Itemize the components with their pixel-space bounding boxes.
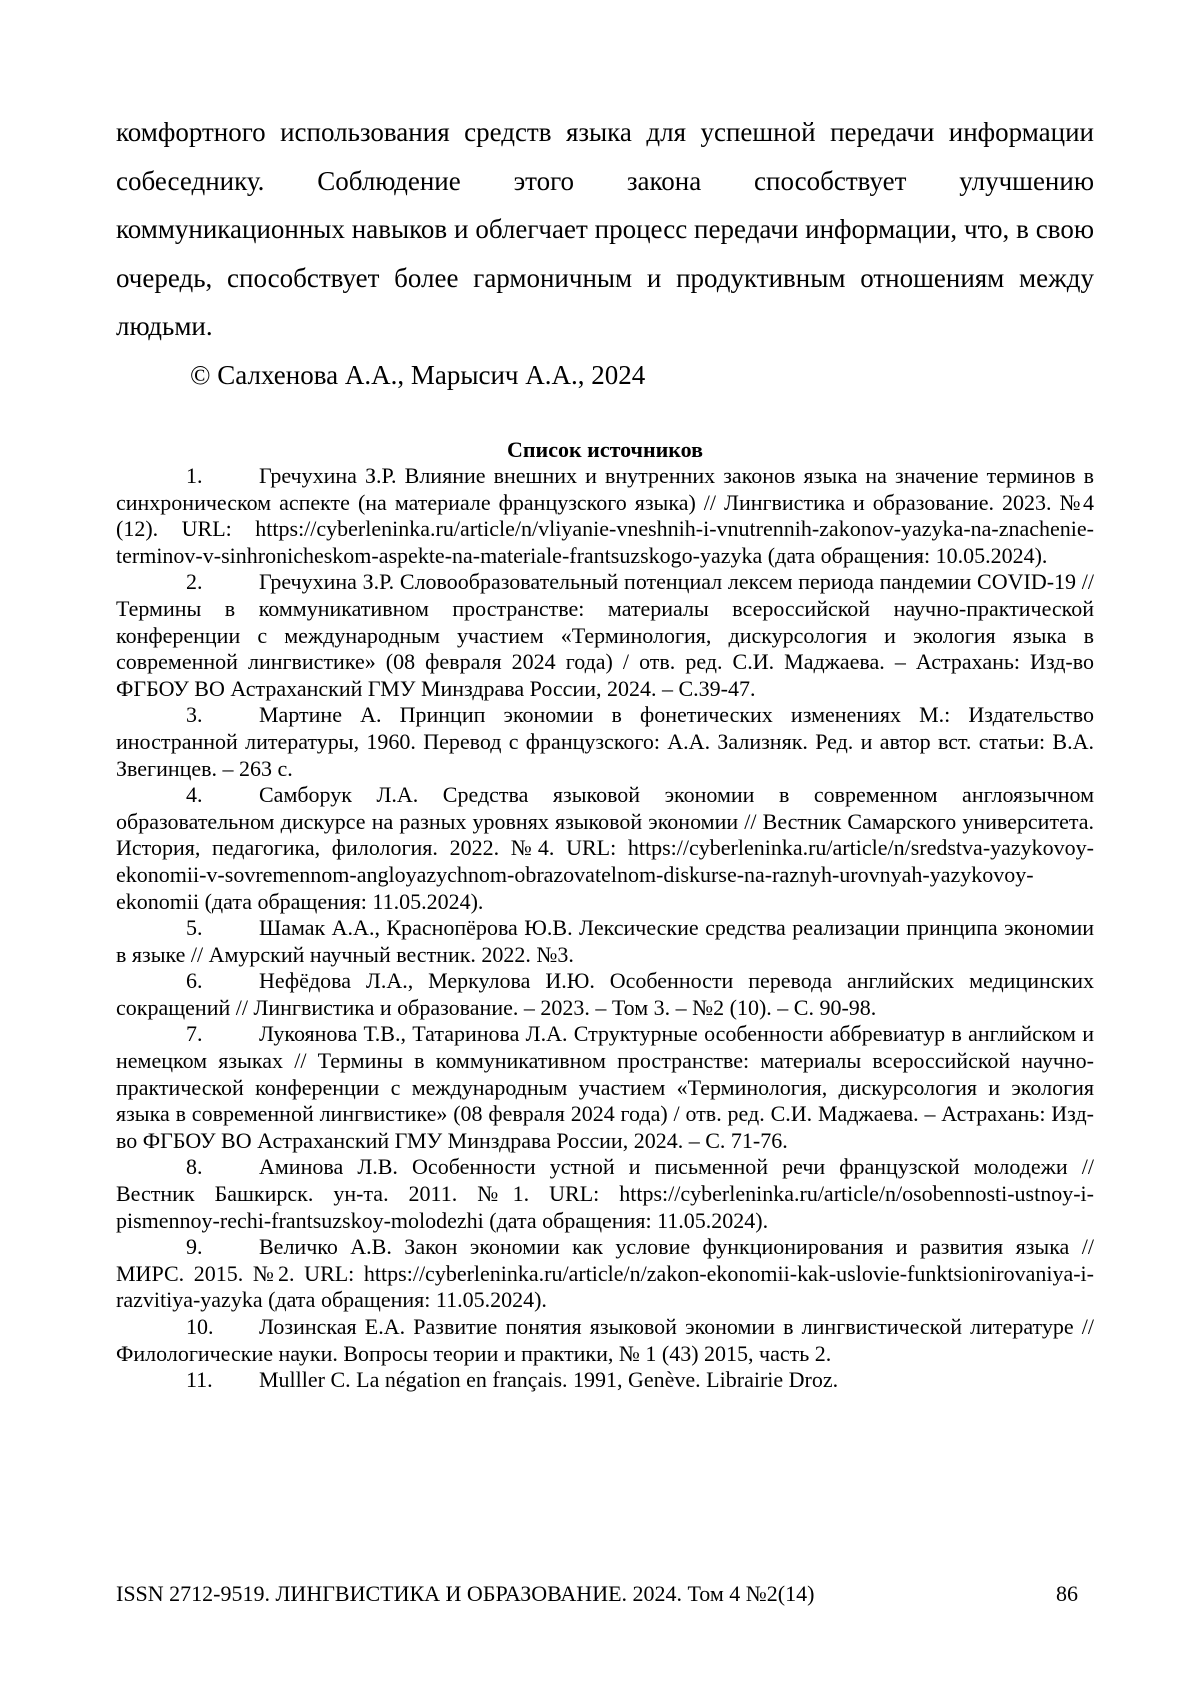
reference-item (116, 1021, 1094, 1154)
reference-number: 2. (186, 569, 203, 595)
reference-item (116, 915, 1094, 968)
reference-number: 3. (186, 702, 203, 728)
reference-number: 6. (186, 968, 203, 994)
references-title: Список источников (506, 437, 704, 462)
reference-number: 4. (186, 782, 203, 808)
reference-text: Шамак А.А., Краснопёрова Ю.В. Лексические средства реализации принципа экономии в языке // Амурский научный вестник. 2022. №3. (116, 915, 1094, 967)
reference-item (116, 569, 1094, 702)
reference-number: 1. (186, 463, 203, 488)
references-list (116, 463, 1094, 1394)
reference-text: Гречухина З.Р. Влияние внешних и внутренних законов языка на значение терминов в синхроническом аспекте (на материале французского языка) // Лингвистика и образование. 2023. №4 (12). URL: https://cyberleninka.ru/article/n/vliyanie-vneshnih-i-vnutrennih-zakonov-yazyka-na-znachenie-terminov-v-sinhronicheskom-aspekte-na-materiale-frantsuzskogo-yazyka (дата обращения: 10.05.2024). (116, 463, 1094, 568)
reference-number: 11. (186, 1367, 213, 1393)
reference-number: 5. (186, 915, 203, 941)
reference-number: 9. (186, 1234, 203, 1260)
reference-item (116, 1367, 1094, 1394)
reference-text: Mulller C. La négation en français. 1991, Genève. Librairie Droz. (259, 1367, 839, 1393)
reference-item (116, 1234, 1094, 1314)
body-paragraph: комфортного использования средств языка для успешной передачи информации собеседнику. Соблюдение этого закона способствует улучшению коммуникационных навыков и облегчает процесс передачи информации, что, в свою очередь, способствует более гармоничным и продуктивным отношениям между людьми. (116, 117, 1094, 341)
reference-text: Мартине А. Принцип экономии в фонетических изменениях М.: Издательство иностранной литературы, 1960. Перевод с французского: А.А. Зализняк. Ред. и автор вст. статьи: В.А. Звегинцев. – 263 с. (116, 702, 1094, 781)
reference-item (116, 782, 1094, 915)
reference-item (116, 968, 1094, 1021)
reference-item (116, 1314, 1094, 1367)
reference-text: Самборук Л.А. Средства языковой экономии в современном англоязычном образовательном дискурсе на разных уровнях языковой экономии // Вестник Самарского университета. История, педагогика, филология. 2022. №4. URL: https://cyberleninka.ru/article/n/sredstva-yazykovoy-ekonomii-v-sovremennom-angloyazychnom-obrazovatelnom-diskurse-na-raznyh-urovnyah-yazykovoy-ekonomii (дата обращения: 11.05.2024). (116, 782, 1094, 914)
reference-text: Лозинская Е.А. Развитие понятия языковой экономии в лингвистической литературе // Филологические науки. Вопросы теории и практики, № 1 (43) 2015, часть 2. (116, 1314, 1094, 1366)
reference-item (116, 702, 1094, 782)
reference-number: 8. (186, 1154, 203, 1180)
reference-text: Лукоянова Т.В., Татаринова Л.А. Структурные особенности аббревиатур в английском и немецком языках // Термины в коммуникативном пространстве: материалы всероссийской научно-практической конференции с международным участием «Терминология, дискурсология и экология языка в современной лингвистике» (08 февраля 2024 года) / отв. ред. С.И. Маджаева. – Астрахань: Изд-во ФГБОУ ВО Астраханский ГМУ Минздрава России, 2024. – С. 71-76. (116, 1021, 1094, 1153)
footer-journal-info: ISSN 2712-9519. ЛИНГВИСТИКА И ОБРАЗОВАНИЕ. 2024. Том 4 №2(14) (116, 1581, 815, 1606)
reference-item (116, 1154, 1094, 1234)
reference-text: Величко А.В. Закон экономии как условие функционирования и развития языка // МИРС. 2015. №2. URL: https://cyberleninka.ru/article/n/zakon-ekonomii-kak-uslovie-funktsionirovaniya-i-razvitiya-yazyka (дата обращения: 11.05.2024). (116, 1234, 1094, 1313)
reference-number: 10. (186, 1314, 214, 1339)
reference-text: Гречухина З.Р. Словообразовательный потенциал лексем периода пандемии COVID-19 // Термины в коммуникативном пространстве: материалы всероссийской научно-практической конференции с международным участием «Терминология, дискурсология и экология языка в современной лингвистике» (08 февраля 2024 года) / отв. ред. С.И. Маджаева. – Астрахань: Изд-во ФГБОУ ВО Астраханский ГМУ Минздрава России, 2024. – С.39-47. (116, 569, 1094, 701)
reference-text: Аминова Л.В. Особенности устной и письменной речи французской молодежи // Вестник Башкирск. ун-та. 2011. №1. URL: https://cyberleninka.ru/article/n/osobennosti-ustnoy-i-pismennoy-rechi-frantsuzskoy-molodezhi (дата обращения: 11.05.2024). (116, 1154, 1094, 1233)
reference-number: 7. (186, 1021, 203, 1047)
reference-item (116, 463, 1094, 569)
copyright-line: © Салхенова А.А., Марысич А.А., 2024 (190, 360, 646, 390)
reference-text: Нефёдова Л.А., Меркулова И.Ю. Особенности перевода английских медицинских сокращений // Лингвистика и образование. – 2023. – Том 3. – №2 (10). – С. 90-98. (116, 968, 1094, 1020)
page-number: 86 (1056, 1581, 1078, 1606)
